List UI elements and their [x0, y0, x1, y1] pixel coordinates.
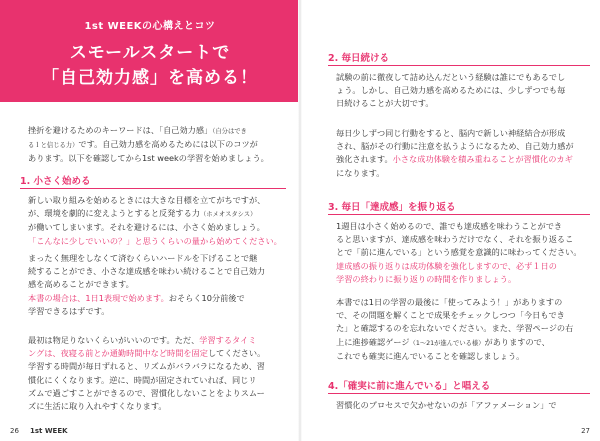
highlight-span: 小さな成功体験を積み重ねることが習慣化のカギ — [392, 154, 573, 165]
section2-paragraph2 — [336, 127, 598, 180]
text-line: ると思いますが、達成感を味わうだけでなく、それを振り返るこ — [336, 234, 574, 245]
text-line: ょう。しかし、自己効力感を高めるためには、少しずつでも毎 — [336, 85, 566, 96]
page-number-right: 27 — [581, 427, 590, 435]
text-line — [28, 207, 290, 221]
section-heading-1 — [20, 173, 286, 189]
text-span: おそらく10分前後で — [168, 292, 245, 303]
banner-subtitle: 1st WEEKの心構えとコツ — [84, 21, 216, 32]
text-line: 毎日少しずつ同じ行動をすると、脳内で新しい神経結合が形成 — [336, 128, 566, 138]
text-line — [336, 336, 598, 350]
intro-note: るｌと信じる力） — [28, 142, 79, 150]
intro-line — [28, 138, 286, 152]
section3-paragraph2 — [336, 296, 598, 363]
section1-paragraph1 — [28, 194, 290, 248]
text-note: （1〜21が進んでいる様） — [409, 339, 485, 347]
text-line: 本書では1日の学習の最後に「使ってみよう！」がありますの — [336, 297, 563, 307]
section1-paragraph3 — [28, 334, 290, 413]
text-line: 日続けることが大切です。 — [336, 98, 434, 109]
text-line: 試験の前に徹夜して詰め込んだという経験は誰にでもあるでし — [336, 72, 566, 82]
section1-paragraph2 — [28, 252, 290, 318]
text-line — [336, 153, 598, 166]
highlight-line: 学習の終わりに振り返りの時間を作りましょう。 — [336, 273, 517, 284]
section-heading-2 — [328, 50, 590, 66]
intro-text: 挫折を避けるためのキーワードは、「自己効力感」 — [28, 125, 213, 135]
text-note: （ホメオスタシス） — [199, 211, 257, 219]
text-line: になります。 — [336, 167, 385, 178]
text-line — [28, 334, 290, 347]
text-line — [28, 292, 290, 305]
text-line: ズムで過ごすことができるので、習慣化しないことをよりスムー — [28, 387, 265, 398]
text-line: とで「前に進んでいる」という感覚を意識的に味わってください。 — [336, 247, 582, 258]
text-line: 習慣化のプロセスで欠かせないのが「アファメーション」で — [336, 400, 557, 410]
intro-line: あります。以下を確認してから1st weekの学習を始めましょう。 — [28, 153, 269, 164]
running-footer: 1st WEEK — [30, 427, 68, 435]
section-heading-text: 1. 小さく始める — [20, 176, 91, 187]
highlight-span: ングは、夜寝る前とか通勤時間中など時間を固定 — [28, 348, 208, 359]
highlight-line: 「こんなに少しでいいの？」と思うくらいの量から始めてください。 — [28, 235, 282, 246]
text-span: 強化されます。 — [336, 154, 393, 165]
text-line: これでも確実に進んでいることを確認しましょう。 — [336, 350, 525, 361]
right-page — [300, 0, 600, 441]
text-line: され、脳がその行動に注意を払うようになるため、自己効力感が — [336, 141, 574, 152]
intro-note: （自分はでき — [212, 128, 247, 135]
section-heading-text: 3. 毎日「達成感」を振り返る — [328, 202, 456, 213]
text-line: 学習できるはずです。 — [28, 305, 110, 316]
title-banner — [0, 0, 300, 102]
section-heading-text: 2. 毎日続ける — [328, 53, 390, 64]
section-heading-text: 4.「確実に前に進んでいる」と唱える — [328, 381, 491, 392]
text-line: 感を高めることができます。 — [28, 279, 134, 290]
highlight-span: 本書の場合は、1日1表現で始めます。 — [28, 292, 169, 303]
highlight-line: 達成感の振り返りは成功体験を強化しますので、必ず１日の — [336, 260, 557, 271]
banner-title-line1: スモールスタートで — [69, 43, 231, 63]
text-line: 続することができ、小さな達成感を味わい続けることで自己効力 — [28, 266, 266, 277]
text-line: 1週目は小さく始めるので、誰でも達成感を味わうことができ — [336, 221, 563, 231]
section4-paragraph1 — [336, 399, 598, 412]
text-span: してください。 — [207, 348, 266, 359]
page-number-left: 26 — [10, 427, 19, 435]
highlight-span: 学習するタイミ — [199, 335, 257, 345]
text-line: 慣化にくくなります。逆に、時間が固定されていれば、同じリ — [28, 374, 257, 385]
section2-paragraph1 — [336, 71, 598, 111]
text-line: ズに生活に取り入れやすくなります。 — [28, 401, 167, 412]
text-span: がありますので、 — [484, 336, 550, 347]
banner-title-line2: 「自己効力感」を高める！ — [42, 68, 258, 88]
text-span: 最初は物足りないくらいがいいのです。ただ、 — [28, 335, 200, 345]
text-line: た」と確認するのを忘れないでください。また、学習ページの右 — [336, 323, 574, 334]
text-line: で、その問題を解くことで成果をチェックしつつ「今日もでき — [336, 310, 565, 321]
text-line: が働いてしまいます。それを避けるには、小さく始めましょう。 — [28, 222, 265, 233]
text-span: 上に進捗確認ゲージ — [336, 336, 410, 347]
section-heading-3 — [328, 199, 590, 215]
section3-paragraph1 — [336, 220, 598, 286]
intro-text: です。自己効力感を高めるためには以下のコツが — [78, 139, 258, 150]
section-heading-4 — [328, 378, 590, 394]
intro-line — [28, 124, 286, 138]
intro-paragraph — [28, 124, 286, 166]
text-span: が、環境を劇的に変えようとすると反発する力 — [28, 208, 200, 219]
text-line: まったく無理をしなくて済むくらいハードルを下げることで継 — [28, 253, 258, 263]
text-line: 新しい取り組みを始めるときには大きな目標を立てがちですが、 — [28, 195, 266, 205]
text-line — [28, 347, 290, 360]
text-line: 学習する時間が毎日ずれると、リズムがバラバラになるため、習 — [28, 361, 265, 372]
